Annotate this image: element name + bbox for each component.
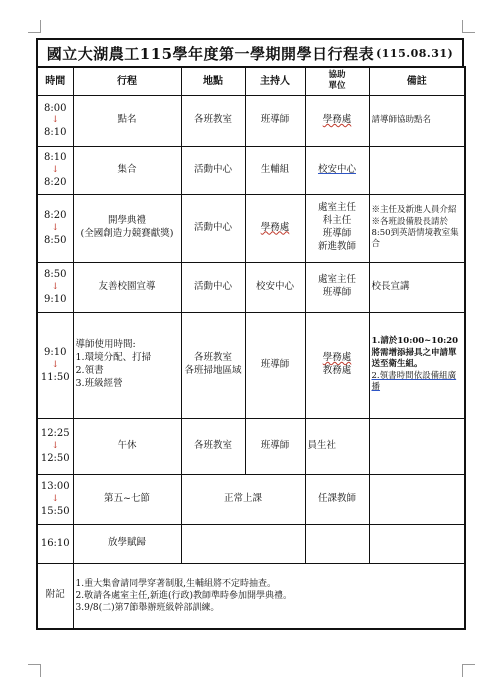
header-remarks: 備註 bbox=[369, 67, 465, 95]
crop-mark-top-right bbox=[462, 20, 475, 33]
coop-line: 班導師 bbox=[322, 287, 352, 298]
time-end: 12:50 bbox=[40, 452, 70, 464]
time-cell bbox=[37, 146, 73, 194]
place-cell: 活動中心 bbox=[181, 194, 245, 262]
down-arrow-icon: ↓ bbox=[51, 440, 60, 451]
table-row bbox=[37, 474, 465, 524]
place-line: 各班掃地區域 bbox=[184, 365, 242, 376]
down-arrow-icon: ↓ bbox=[51, 493, 60, 504]
program-line: 1.環境分配、打掃 bbox=[75, 352, 152, 364]
coop-text: 校安中心 bbox=[317, 163, 356, 175]
time-end: 8:10 bbox=[44, 127, 67, 138]
coop-line: 科主任 bbox=[322, 215, 352, 227]
time-end: 8:20 bbox=[44, 176, 67, 188]
remarks-cell bbox=[369, 418, 465, 474]
host-cell: 班導師 bbox=[245, 418, 305, 474]
coop-line: 教務處 bbox=[322, 365, 352, 376]
notes-label: 附記 bbox=[37, 563, 73, 629]
time-start: 8:10 bbox=[44, 152, 67, 163]
header-place: 地點 bbox=[181, 67, 245, 95]
program-cell: 放學賦歸 bbox=[73, 524, 181, 563]
table-row bbox=[37, 418, 465, 474]
program-line: 導師使用時間: bbox=[75, 339, 136, 351]
program-line: 開學典禮 bbox=[107, 215, 146, 227]
remarks-cell bbox=[369, 194, 465, 262]
note-item: 2.敬請各處室主任,新進(行政)教師準時參加開學典禮。 bbox=[75, 590, 292, 601]
coop-text: 學務處 bbox=[322, 114, 352, 126]
remarks-cell bbox=[369, 524, 465, 563]
time-cell bbox=[37, 95, 73, 146]
down-arrow-icon: ↓ bbox=[51, 222, 60, 233]
crop-mark-bottom-left bbox=[28, 664, 41, 677]
schedule-table bbox=[36, 66, 466, 630]
host-cell: 班導師 bbox=[245, 95, 305, 146]
program-cell: 第五~七節 bbox=[73, 474, 181, 524]
remarks-cell bbox=[369, 146, 465, 194]
host-cell: 班導師 bbox=[245, 312, 305, 418]
notes-row bbox=[37, 563, 465, 629]
place-cell: 各班教室 bbox=[181, 95, 245, 146]
host-text: 學務處 bbox=[260, 221, 290, 233]
remarks-cell: 校長宣講 bbox=[369, 262, 465, 312]
header-coop bbox=[305, 67, 369, 95]
time-cell bbox=[37, 524, 73, 563]
host-cell: 校安中心 bbox=[245, 262, 305, 312]
program-cell bbox=[73, 194, 181, 262]
coop-cell bbox=[305, 194, 369, 262]
coop-cell bbox=[305, 524, 369, 563]
remarks-line: 2.領書時間依設備組廣播 bbox=[371, 370, 457, 393]
time-cell bbox=[37, 194, 73, 262]
remarks-cell: 請導師協助點名 bbox=[369, 95, 465, 146]
coop-line: 班導師 bbox=[322, 228, 352, 239]
remarks-cell bbox=[369, 312, 465, 418]
notes-cell bbox=[73, 563, 465, 629]
place-cell: 各班教室 bbox=[181, 418, 245, 474]
coop-line: 新進教師 bbox=[317, 240, 356, 252]
title-date: (115.08.31) bbox=[376, 46, 454, 60]
document-title bbox=[36, 38, 464, 66]
place-cell bbox=[181, 524, 305, 563]
remarks-cell bbox=[369, 474, 465, 524]
program-cell bbox=[73, 312, 181, 418]
coop-cell: 員生社 bbox=[305, 418, 369, 474]
time-end: 9:10 bbox=[44, 293, 67, 305]
header-coop-line1: 協助 bbox=[328, 69, 346, 80]
coop-line: 處室主任 bbox=[317, 274, 356, 286]
remarks-line: 1.請於10:00~10:20將需增添掃具之申請單送至衛生組。 bbox=[371, 336, 459, 370]
down-arrow-icon: ↓ bbox=[51, 115, 60, 125]
down-arrow-icon: ↓ bbox=[51, 164, 60, 175]
program-line: 3.班級經營 bbox=[75, 377, 123, 389]
header-row bbox=[37, 67, 465, 95]
time-end: 11:50 bbox=[40, 371, 70, 383]
program-line: 2.領書 bbox=[75, 365, 104, 376]
time-start: 16:10 bbox=[40, 537, 70, 549]
time-start: 8:00 bbox=[44, 102, 67, 114]
header-time: 時間 bbox=[37, 67, 73, 95]
place-cell bbox=[181, 312, 245, 418]
place-cell: 活動中心 bbox=[181, 262, 245, 312]
down-arrow-icon: ↓ bbox=[51, 281, 60, 292]
time-cell bbox=[37, 474, 73, 524]
time-start: 13:00 bbox=[40, 481, 70, 492]
place-cell: 正常上課 bbox=[181, 474, 305, 524]
table-row bbox=[37, 262, 465, 312]
crop-mark-bottom-right bbox=[462, 664, 475, 677]
header-program: 行程 bbox=[73, 67, 181, 95]
program-cell: 午休 bbox=[73, 418, 181, 474]
table-row bbox=[37, 312, 465, 418]
title-main: 國立大湖農工115學年度第一學期開學日行程表 bbox=[46, 44, 375, 63]
remarks-line: ※主任及新進人員介紹 bbox=[371, 205, 457, 216]
header-coop-line2: 單位 bbox=[328, 81, 346, 92]
coop-line: 學務處 bbox=[322, 352, 352, 364]
coop-cell bbox=[305, 312, 369, 418]
time-start: 8:20 bbox=[44, 210, 67, 221]
time-end: 15:50 bbox=[40, 505, 70, 517]
coop-cell bbox=[305, 95, 369, 146]
program-line: (全國創造力競賽獻獎) bbox=[80, 228, 174, 239]
header-host: 主持人 bbox=[245, 67, 305, 95]
time-cell bbox=[37, 312, 73, 418]
host-cell bbox=[245, 194, 305, 262]
time-cell bbox=[37, 418, 73, 474]
note-item: 1.重大集會請同學穿著制服,生輔組將不定時抽查。 bbox=[75, 578, 276, 589]
down-arrow-icon: ↓ bbox=[51, 359, 60, 370]
coop-line: 處室主任 bbox=[317, 202, 356, 214]
time-cell bbox=[37, 262, 73, 312]
program-cell: 點名 bbox=[73, 95, 181, 146]
program-cell: 友善校園宣導 bbox=[73, 262, 181, 312]
table-row bbox=[37, 194, 465, 262]
remarks-line: ※各班設備股長請於8:50到英語情境教室集合 bbox=[371, 216, 459, 250]
crop-mark-top-left bbox=[28, 20, 41, 33]
time-start: 8:50 bbox=[44, 269, 67, 280]
program-cell: 集合 bbox=[73, 146, 181, 194]
note-item: 3.9/8(二)第7節舉辦班級幹部訓練。 bbox=[75, 602, 220, 613]
place-cell: 活動中心 bbox=[181, 146, 245, 194]
coop-cell bbox=[305, 146, 369, 194]
table-row bbox=[37, 524, 465, 563]
table-row bbox=[37, 146, 465, 194]
time-start: 12:25 bbox=[40, 428, 70, 439]
coop-cell: 任課教師 bbox=[305, 474, 369, 524]
time-end: 8:50 bbox=[44, 234, 67, 246]
place-line: 各班教室 bbox=[193, 352, 232, 364]
table-row bbox=[37, 95, 465, 146]
coop-cell bbox=[305, 262, 369, 312]
time-start: 9:10 bbox=[44, 347, 67, 358]
host-cell: 生輔組 bbox=[245, 146, 305, 194]
